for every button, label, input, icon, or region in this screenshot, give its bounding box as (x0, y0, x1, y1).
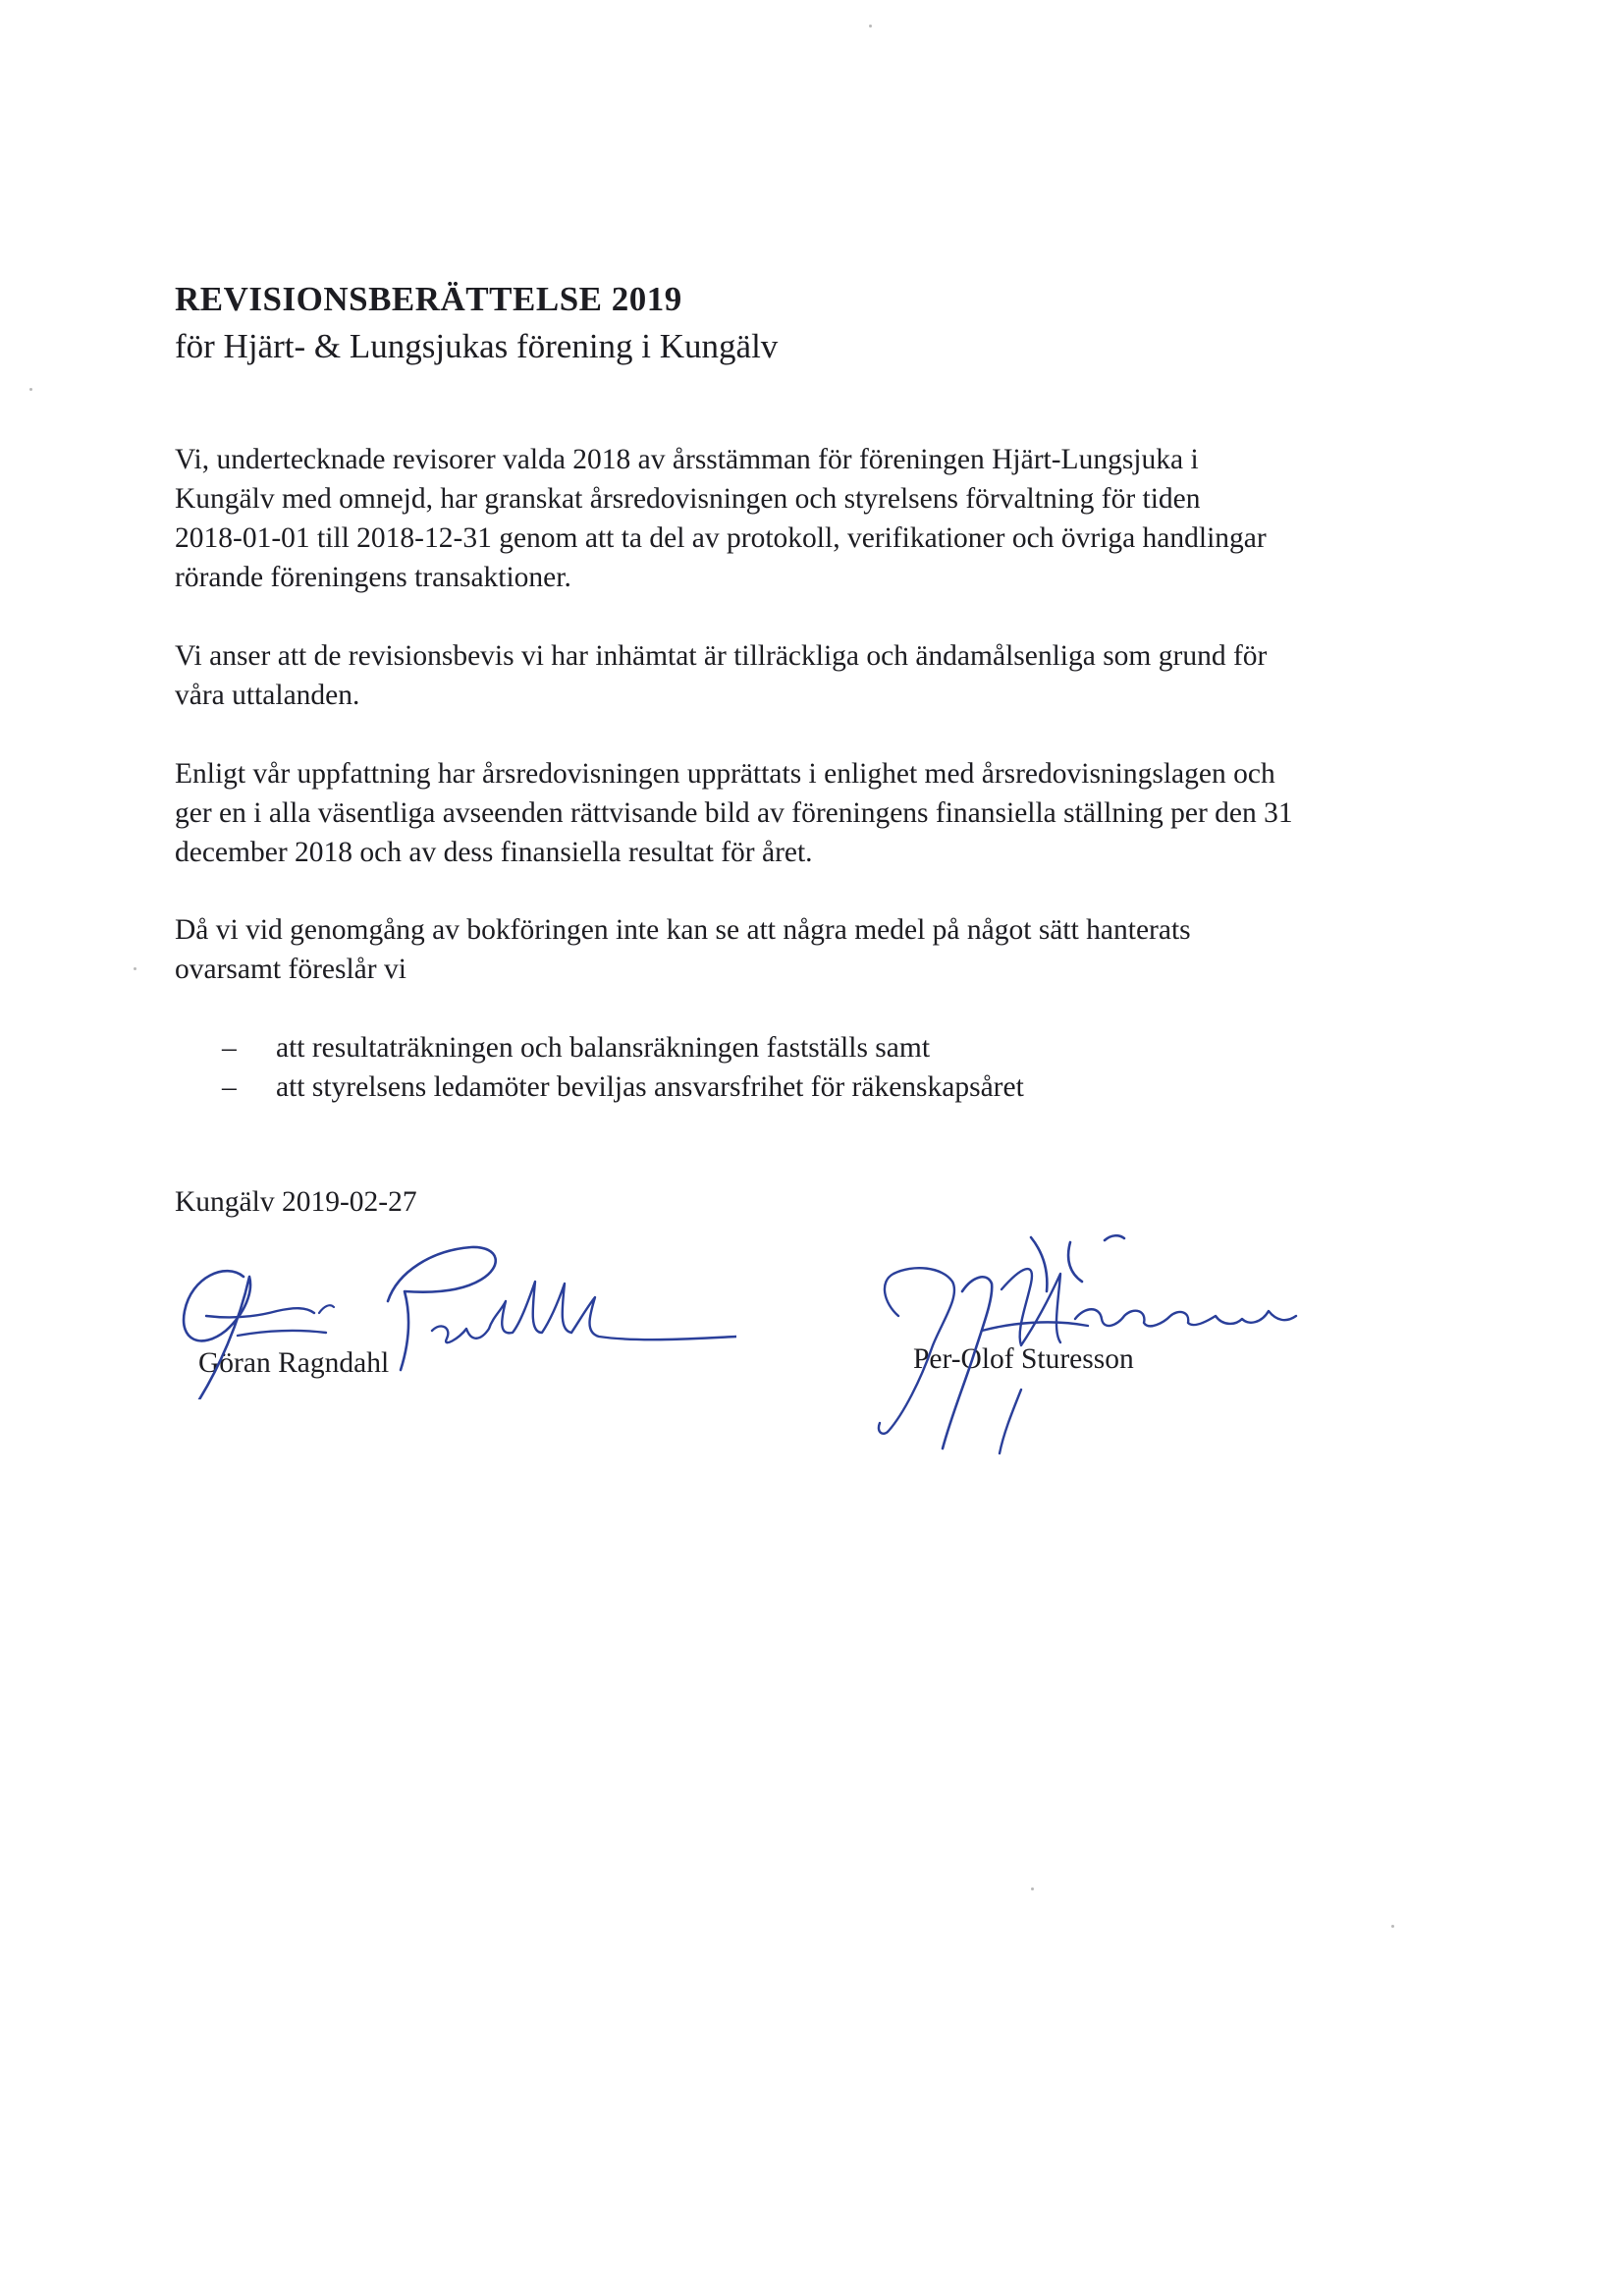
signer-name: Per-Olof Sturesson (913, 1343, 1134, 1375)
scan-speck (134, 967, 136, 970)
list-item (222, 1067, 1024, 1107)
list-item (222, 1028, 1024, 1067)
scan-speck (29, 388, 32, 391)
paragraph-line: Vi, undertecknade revisorer valda 2018 av årsstämman för föreningen Hjärt-Lungsjuka i (175, 444, 1199, 475)
list-item-text: att resultaträkningen och balansräkningen fastställs samt (276, 1032, 931, 1064)
place-and-date: Kungälv 2019-02-27 (175, 1186, 417, 1218)
paragraph-line: rörande föreningens transaktioner. (175, 562, 571, 593)
paragraph-line: december 2018 och av dess finansiella resultat för året. (175, 837, 813, 868)
paragraph-line: Vi anser att de revisionsbevis vi har inhämtat är tillräckliga och ändamålsenliga som grund för (175, 640, 1268, 672)
scan-speck (1391, 1925, 1394, 1928)
paragraph-recommendation (175, 910, 1481, 989)
proposal-list (222, 1028, 1024, 1107)
list-bullet: – (222, 1032, 237, 1064)
paragraph-line: Då vi vid genomgång av bokföringen inte kan se att några medel på något sätt hanterats (175, 914, 1191, 946)
paragraph-line: Enligt vår uppfattning har årsredovisningen upprättats i enlighet med årsredovisningslagen och (175, 758, 1275, 790)
signer-name: Göran Ragndahl (198, 1347, 390, 1379)
list-item-text: att styrelsens ledamöter beviljas ansvarsfrihet för räkenskapsåret (276, 1071, 1024, 1103)
list-bullet: – (222, 1071, 237, 1103)
paragraph-audit-scope (175, 440, 1481, 597)
paragraph-audit-opinion (175, 754, 1481, 872)
document-title: REVISIONSBERÄTTELSE 2019 (175, 280, 682, 318)
paragraph-line: våra uttalanden. (175, 680, 360, 711)
paragraph-line: ovarsamt föreslår vi (175, 954, 406, 985)
document-subtitle: för Hjärt- & Lungsjukas förening i Kungälv (175, 327, 779, 365)
scan-speck (1031, 1887, 1034, 1890)
paragraph-line: 2018-01-01 till 2018-12-31 genom att ta del av protokoll, verifikationer och övriga handlingar (175, 522, 1267, 554)
scan-speck (869, 25, 872, 27)
signature-per-olof-sturesson (825, 1213, 1316, 1458)
paragraph-line: Kungälv med omnejd, har granskat årsredovisningen och styrelsens förvaltning för tiden (175, 483, 1201, 515)
paragraph-audit-evidence (175, 636, 1481, 715)
paragraph-line: ger en i alla väsentliga avseenden rättvisande bild av föreningens finansiella ställning per den 31 (175, 797, 1293, 829)
